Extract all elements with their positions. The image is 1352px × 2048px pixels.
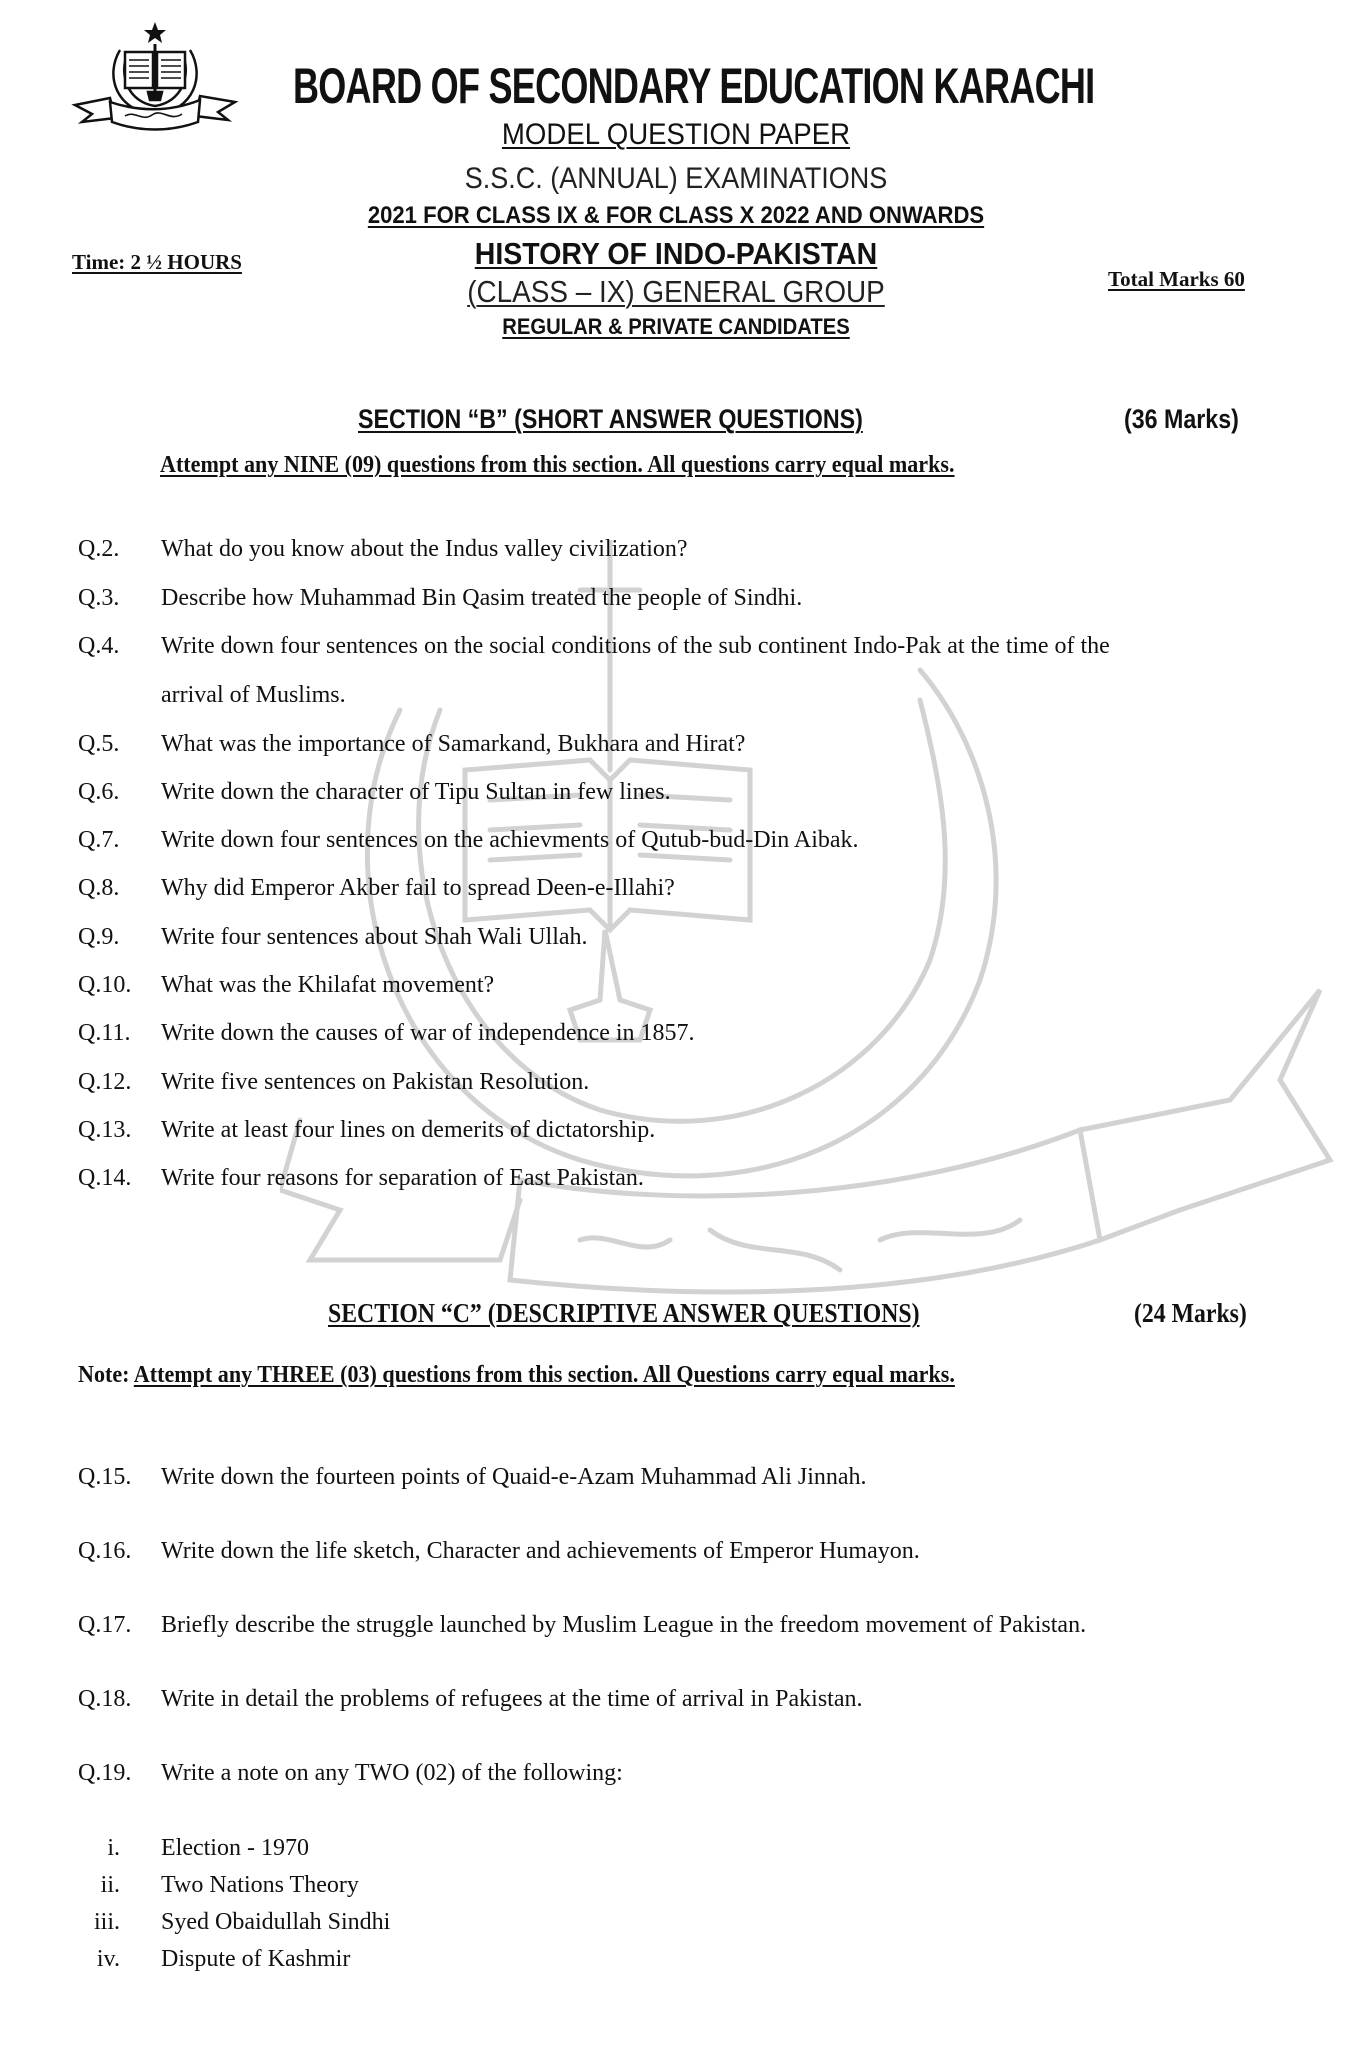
sub-item-number: i. [107,1835,120,1861]
section-c-instruction: Attempt any THREE (03) questions from this section. All Questions carry equal marks. [133,1362,955,1388]
paper-type-heading [54,118,1298,152]
question-number: Q.7. [78,827,120,853]
question-text: What do you know about the Indus valley civilization? [161,536,688,562]
year-heading [54,202,1298,230]
question-number: Q.11. [78,1020,131,1046]
paper-type-text: MODEL QUESTION PAPER [501,118,851,151]
class-group-heading [68,274,1285,310]
question-number: Q.14. [78,1165,132,1191]
question-text: Write at least four lines on demerits of dictatorship. [161,1117,656,1143]
total-marks: Total Marks 60 [1108,267,1245,291]
question-text-continued: arrival of Muslims. [161,682,346,708]
sub-item-text: Syed Obaidullah Sindhi [161,1909,391,1935]
question-number: Q.18. [78,1686,132,1712]
class-group-text: (CLASS – IX) GENERAL GROUP [467,274,885,309]
section-b-marks: (36 Marks) [1124,404,1239,434]
question-text: Write four sentences about Shah Wali Ullah. [161,924,588,950]
question-number: Q.2. [78,536,120,562]
section-b-title: SECTION “B” (SHORT ANSWER QUESTIONS) [358,404,863,434]
question-text: Write down the causes of war of independence in 1857. [161,1020,695,1046]
section-c-title: SECTION “C” (DESCRIPTIVE ANSWER QUESTIONS) [328,1298,920,1328]
question-number: Q.15. [78,1464,132,1490]
candidates-heading [54,314,1298,340]
candidates-text: REGULAR & PRIVATE CANDIDATES [502,314,850,339]
question-number: Q.9. [78,924,120,950]
question-text: Write a note on any TWO (02) of the following: [161,1760,623,1786]
question-number: Q.17. [78,1612,132,1638]
exam-text: S.S.C. (ANNUAL) EXAMINATIONS [464,162,888,195]
time-allowed: Time: 2 ½ HOURS [72,250,242,274]
note-label: Note: [78,1362,130,1388]
question-number: Q.16. [78,1538,132,1564]
question-text: Write five sentences on Pakistan Resolution. [161,1069,590,1095]
question-text: What was the importance of Samarkand, Bukhara and Hirat? [161,731,746,757]
question-text: Write in detail the problems of refugees at the time of arrival in Pakistan. [161,1686,863,1712]
sub-item-number: iv. [96,1946,120,1972]
question-number: Q.10. [78,972,132,998]
question-text: Write down four sentences on the social conditions of the sub continent Indo-Pak at the time of the [161,633,1110,659]
question-number: Q.3. [78,585,120,611]
question-number: Q.13. [78,1117,132,1143]
section-b-instruction: Attempt any NINE (09) questions from this section. All questions carry equal marks. [160,452,955,478]
sub-item-number: ii. [100,1872,120,1898]
sub-item-number: iii. [93,1909,120,1935]
question-text: Briefly describe the struggle launched by Muslim League in the freedom movement of Pakistan. [161,1612,1087,1638]
sub-item-text: Two Nations Theory [161,1872,359,1898]
question-text: Write down the life sketch, Character and achievements of Emperor Humayon. [161,1538,920,1564]
question-text: Write four reasons for separation of East Pakistan. [161,1165,644,1191]
section-c-note [78,1362,955,1389]
question-text: Describe how Muhammad Bin Qasim treated the people of Sindhi. [161,585,803,611]
question-number: Q.8. [78,875,120,901]
question-number: Q.19. [78,1760,132,1786]
question-number: Q.5. [78,731,120,757]
exam-heading [68,162,1285,196]
sub-item-text: Election - 1970 [161,1835,309,1861]
question-number: Q.12. [78,1069,132,1095]
year-text: 2021 FOR CLASS IX & FOR CLASS X 2022 AND ONWARDS [367,202,985,229]
question-number: Q.4. [78,633,120,659]
question-text: What was the Khilafat movement? [161,972,495,998]
question-number: Q.6. [78,779,120,805]
section-c-marks: (24 Marks) [1134,1298,1247,1328]
sub-item-text: Dispute of Kashmir [161,1946,351,1972]
question-text: Write down four sentences on the achievments of Qutub-bud-Din Aibak. [161,827,859,853]
question-text: Write down the character of Tipu Sultan in few lines. [161,779,671,805]
subject-text: HISTORY OF INDO-PAKISTAN [474,236,878,271]
question-text: Why did Emperor Akber fail to spread Deen-e-Illahi? [161,875,675,901]
question-text: Write down the fourteen points of Quaid-e-Azam Muhammad Ali Jinnah. [161,1464,867,1490]
board-title: BOARD OF SECONDARY EDUCATION KARACHI [293,58,1095,114]
